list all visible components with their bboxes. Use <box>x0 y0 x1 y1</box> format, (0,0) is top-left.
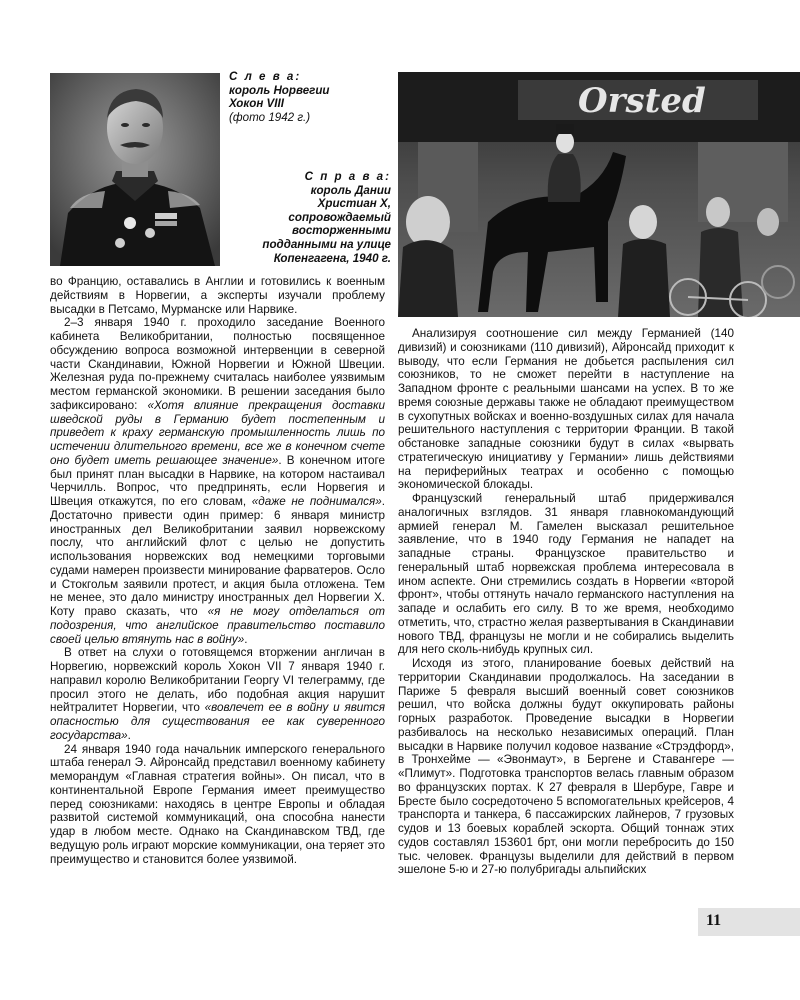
page-number-tab <box>698 908 800 936</box>
paragraph: 24 января 1940 года начальник имперского генерального штаба генерал Э. Айронсайд представил военному кабинету меморандум «Главная стратегия войны». Он писал, что в континентальной Европе Германия имеет преимущество перед союзниками: находясь в центре Европы и обладая развитой системой коммуникаций, она способна нанести удар в любом месте. Однако на Скандинавском ТВД, где ведущую роль играют морские коммуникации, она теряет это преимущество и становится более уязвимой. <box>50 742 385 866</box>
photo-king-christian <box>398 72 800 317</box>
caption-line: подданными на улице <box>262 237 391 251</box>
quote: «я не могу отделаться от подозрения, что английское правительство поставило своей целью втянуть нас в войну» <box>50 605 385 646</box>
street-scene-image <box>398 72 800 317</box>
paragraph: Французский генеральный штаб придерживался аналогичных взглядов. 31 января главнокомандующий армией генерал М. Гамелен высказал решительное заявление, что в 1940 году Германия не нападет на западные страны. Французское правительство и генеральный штаб норвежская проблема интересовала в ином аспекте. Они стремились создать в Норвегии «второй фронт», чтобы оттянуть начало германского наступления на западе и ослабить его силу. В то же время, необходимо отметить, что, страстно желая развертывания в Скандинавии нового ТВД, французы не могли и не собирались выделить для него сколь-нибудь крупных сил. <box>398 492 735 657</box>
caption-line: (фото 1942 г.) <box>229 110 311 124</box>
paragraph: Анализируя соотношение сил между Германией (140 дивизий) и союзниками (110 дивизий), Айронсайд приходит к выводу, что если Германия не добьется распыления сил союзников, то не сможет перейти в наступление на Западном фронте с реальными шансами на успех. В то же время союзные державы также не обладают преимуществом в сухопутных войсках и военно-воздушных силах для начала решительного наступления с территории Франции. В такой обстановке западные союзники будут в силах «вырвать стратегическую инициативу у Германии» лишь действиями на периферийных театрах и особенно с помощью экономической блокады. <box>398 327 734 492</box>
paragraph: Исходя из этого, планирование боевых действий на территории Скандинавии продолжалось. На заседании в Париже 5 февраля высший военный совет союзников решил, что войска должны будут оккупировать районы горных разработок. Проведение высадки в Норвегии разбивалось на несколько независимых операций. План высадки в Нарвике получил кодовое название «Стрэдфорд», в Тронхейме — «Эвонмаут», в Бергене и Ставангере — «Плимут». Подготовка транспортов велась главным образом во французских портах. К 27 февраля в Шербуре, Гавре и Бресте было сосредоточено 5 вспомогательных крейсеров, 4 транспорта и танкера, 6 пассажирских лайнеров, 7 грузовых судов и 13 боевых кораблей эскорта. Общий тоннаж этих судов составлял 153601 брт, они могли перебросить до 150 тыс. человек. Французы выделили для действий в первом эшелоне 5-ю и 27-ю полубригады альпийских <box>398 657 734 877</box>
caption-line: сопровождаемый <box>288 210 391 224</box>
caption-left <box>229 70 389 124</box>
caption-line: восторженными <box>292 224 391 238</box>
text-column-right <box>398 327 734 877</box>
shop-sign-text: Orsted <box>578 81 706 121</box>
portrait-image <box>50 73 220 266</box>
caption-label: С л е в а: <box>229 70 302 83</box>
caption-line: король Дании <box>310 183 391 197</box>
quote: «даже не поднимался» <box>251 495 382 508</box>
caption-line: король Норвегии <box>229 83 330 97</box>
caption-line: Хокон VIII <box>229 97 284 111</box>
caption-line: Копенгагена, 1940 г. <box>273 251 391 265</box>
caption-label: С п р а в а: <box>304 170 391 183</box>
quote: «Хотя влияние прекращения доставки шведской руды в Германию будет постепенным и приведет к краху германскую промышленность лишь по истечении длительного времени, все же в конечном счете оно будет иметь решающее значение» <box>50 398 385 467</box>
paragraph: В ответ на слухи о готовящемся вторжении англичан в Норвегию, норвежский король Хокон VII 7 января 1940 г. направил королю Великобритании Георгу VI телеграмму, где просил этого не делать, ибо подобная акция нарушит нейтралитет Норвегии, что «вовлечет ее в войну и явится опасностью для существования ее как суверенного государства». <box>50 646 385 742</box>
text-column-left <box>50 275 385 866</box>
paragraph: 2–3 января 1940 г. проходило заседание Военного кабинета Великобритании, полностью посвященное обсуждению вопроса возможной интервенции в северной части Скандинавии, Южной Норвегии и Южной Швеции. Железная руда по-прежнему считалась наиболее уязвимым местом германской экономики. В решении заседания было зафиксировано: «Хотя влияние прекращения доставки шведской руды в Германию будет постепенным и приведет к краху германскую промышленность лишь по истечении длительного времени, все же в конечном счете оно будет иметь решающее значение». В конечном итоге был принят план высадки в Нарвике, на котором настаивал Черчилль. Вопрос, что предпринять, если Норвегия и Швеция откажутся, по его словам, «даже не поднимался». Достаточно привести один пример: 6 января министр иностранных дел Великобритании заявил норвежскому послу, что английский флот с целью не допустить использования норвежских вод немецкими торговыми судами намерен произвести минирование фарватеров. Осло и Стокгольм заявили протест, и акция была отложена. Тем не менее, это дало министру иностранных дел Норвегии Х. Коту право сказать, что «я не могу отделаться от подозрения, что английское правительство поставило своей целью втянуть нас в войну». <box>50 316 385 646</box>
photo-king-haakon <box>50 73 220 266</box>
caption-right <box>228 170 391 265</box>
page-number: 11 <box>706 912 722 929</box>
caption-line: Христиан X, <box>317 197 391 211</box>
paragraph: во Францию, оставались в Англии и готовились к военным действиям в Норвегии, а эксперты изучали проблему высадки в Петсамо, Мурманске или Нарвике. <box>50 275 385 316</box>
quote: «вовлечет ее в войну и явится опасностью для существования ее как суверенного государства» <box>50 701 385 742</box>
